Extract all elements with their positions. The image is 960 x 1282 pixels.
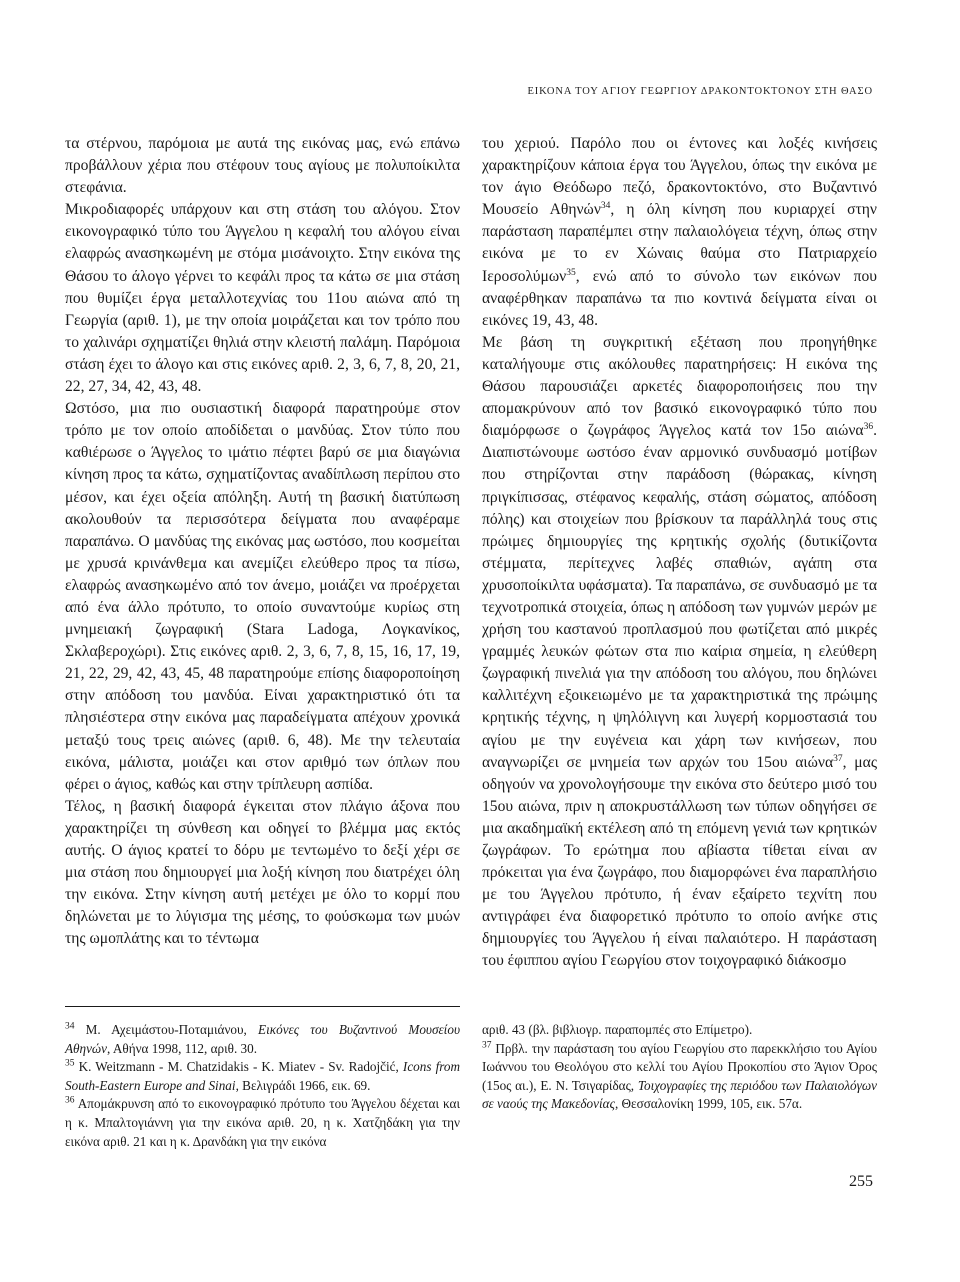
text-run: του χεριού. Παρόλο που οι έντονες και λοξές κινήσεις χαρακτηρίζουν κάποια έργα του Άγγελου, όπως την εικόνα με τον άγιο Θεόδωρο πεζό, δρακοντοκτόνο, στο Βυζαντινό Μουσείο Αθηνών bbox=[482, 135, 877, 219]
footnote-text: , Βελιγράδι 1966, εικ. 69. bbox=[235, 1077, 371, 1093]
paragraph: Ωστόσο, μια πιο ουσιαστική διαφορά παρατηρούμε στον τρόπο με τον οποίο αποδίδεται ο μανδύας. Στον τύπο που καθιέρωσε ο Άγγελος το ιμάτιο πέφτει βαρύ σε μια διαγώνια κίνηση προς τα κάτω, σχηματίζοντας αναδίπλωση περίπου στο μέσον, και έχει οξεία απόληξη. Αυτή τη βασική διατύπωση ακολουθούν τα περισσότερα δείγματα που αναφέραμε παραπάνω. Ο μανδύας της εικόνας μας ωστόσο, που κοσμείται με χρυσά κρινάνθεμα και ανεμίζει ελεύθερο προς τα πίσω, ελαφρώς ανασηκωμένο από τον άνεμο, μοιάζει να προέρχεται από ένα άλλο πρότυπο, το οποίο συναντούμε κυρίως στη μνημειακή ζωγραφική (Stara Ladoga, Λογκανίκος, Σκλαβεροχώρι). Στις εικόνες αριθ. 2, 3, 6, 7, 8, 15, 16, 17, 19, 21, 22, 29, 42, 43, 45, 48 παρατηρούμε επίσης διαφοροποίηση στην απόδοση του μανδύα. Είναι χαρακτηριστικό ότι τα πλησιέστερα στην εικόνα μας παραδείγματα απέχουν χρονικά μεταξύ τους τρεις αιώνες (αριθ. 6, 48). Με την τελευταία εικόνα, μάλιστα, μοιάζει και στον αριθμό των όπλων που φέρει ο άγιος, καθώς και στην τρίπλευρη ασπίδα. bbox=[65, 400, 460, 793]
page-number: 255 bbox=[849, 1173, 873, 1190]
footnotes-right bbox=[482, 1021, 877, 1114]
footnote-text: αριθ. 43 (βλ. βιβλιογρ. παραπομπές στο Επίμετρο). bbox=[482, 1022, 753, 1037]
footnote-ref: 36 bbox=[863, 422, 874, 433]
text-run: , ενώ από το σύνολο των εικόνων που αναφέρθηκαν παραπάνω τα πιο κοντινά δείγματα είναι οι εικόνες 19, 43, 48. bbox=[482, 267, 877, 329]
footnote-ref: 35 bbox=[566, 267, 576, 278]
footnote-ref: 37 bbox=[833, 753, 843, 764]
footnote-number: 34 bbox=[65, 1021, 75, 1032]
footnote-number: 36 bbox=[65, 1095, 75, 1106]
text-run: . Διαπιστώνουμε ωστόσο έναν αρμονικό συνδυασμό μοτίβων που στηρίζονται στην παράδοση (θώρακας, κίνηση πριγκίπισσας, στέφανος κεφαλής, στάση σώματος, απόδοση πόλης) και στοιχείων που βρίσκουν τα παράλληλά τους στις πρώιμες δημιουργίες της κρητικής σχολής (δυτικίζοντα στέμματα, περίτεχνες λαβές σπαθιών, αγάπη στα χρυσοποίκιλτα υφάσματα). Τα παραπάνω, σε συνδυασμό με τα τεχνοτροπικά στοιχεία, όπως η απόδοση των γυμνών μερών με χρήση του καστανού προπλασμού που φωτίζεται από μικρές γραμμές λευκών φώτων στα πιο καίρια σημεία, η ελεύθερη ζωγραφική πινελιά για την απόδοση του αλόγου, που δηλώνει καλλιτέχνη εξοικειωμένο με τα χαρακτηριστικά της πρώιμης κρητικής τέχνης, η ψηλόλιγνη και λυγερή κορμοστασιά του αγίου με την ευγένεια και χάρη των κινήσεων, που αναγνωρίζει σε μνημεία των αρχών του 15ου αιώνα bbox=[482, 422, 877, 771]
running-head: ΕΙΚΟΝΑ ΤΟΥ ΑΓΙΟΥ ΓΕΩΡΓΙΟΥ ΔΡΑΚΟΝΤΟΚΤΟΝΟΥ ΣΤΗ ΘΑΣΟ bbox=[527, 86, 873, 97]
paragraph: Τέλος, η βασική διαφορά έγκειται στον πλάγιο άξονα που χαρακτηρίζει τη σύνθεση και οδηγεί το βλέμμα μας εκτός αυτής. Ο άγιος κρατεί το δόρυ με τεντωμένο το δεξί χέρι σε μια στάση που δημιουργεί μια λοξή κίνηση που διατρέχει όλη την εικόνα. Στην κίνηση αυτή μετέχει με όλο το κορμί που δηλώνεται με το λύγισμα της μέσης, το φούσκωμα των μυών της ωμοπλάτης και το τέντωμα bbox=[65, 797, 460, 948]
footnote-ref: 34 bbox=[600, 201, 611, 212]
text-run: , η όλη κίνηση που κυριαρχεί στην παράσταση παραπέμπει στην παλαιολόγεια τέχνη, όπως στην εικόνα με το εν Χώναις θαύμα στο Πατριαρχείο Ιεροσολύμων bbox=[482, 201, 877, 285]
footnote bbox=[482, 1040, 877, 1114]
paragraph: τα στέρνου, παρόμοια με αυτά της εικόνας μας, ενώ επάνω προβάλλουν χέρια που στέφουν τους αγίους με πολυποίκιλτα στεφάνια. bbox=[65, 135, 460, 197]
footnote-text: Μ. Αχειμάστου-Ποταμιάνου, bbox=[74, 1022, 259, 1037]
left-column bbox=[65, 133, 460, 950]
footnote bbox=[65, 1058, 460, 1095]
paragraph: Μικροδιαφορές υπάρχουν και στη στάση του αλόγου. Στον εικονογραφικό τύπο του Άγγελου η κεφαλή του αλόγου είναι ελαφρώς ανασηκωμένη με στόμα μισάνοιχτο. Στην εικόνα της Θάσου το άλογο γέρνει το κεφάλι προς τα κάτω σε μια στάση που θυμίζει έργα μεταλλοτεχνίας του 11ου αιώνα από τη Γεωργία (αριθ. 1), με την οποία μοιράζεται και τον τρόπο που το χαλινάρι σχηματίζει θηλιά στην κλειστή παλάμη. Παρόμοια στάση έχει το άλογο και στις εικόνες αριθ. 2, 3, 6, 7, 8, 20, 21, 22, 27, 34, 42, 43, 48. bbox=[65, 201, 460, 396]
footnote-number: 35 bbox=[65, 1058, 75, 1069]
footnote-title: Icons from South-Eastern Europe and Sinai bbox=[65, 1059, 460, 1093]
paragraph bbox=[482, 332, 877, 973]
footnote-text: , Θεσσαλονίκη 1999, 105, εικ. 57α. bbox=[614, 1096, 803, 1112]
text-run: Με βάση τη συγκριτική εξέταση που προηγήθηκε καταλήγουμε στις ακόλουθες παρατηρήσεις: Η εικόνα της Θάσου παρουσιάζει αρκετές διαφοροποιήσεις που την απομακρύνουν από τον βασικό εικονογραφικό τύπο που διαμόρφωσε ο ζωγράφος Άγγελος κατά τον 15ο αιώνα bbox=[482, 333, 877, 440]
footnote-divider bbox=[65, 1006, 460, 1007]
footnote bbox=[65, 1095, 460, 1151]
right-column bbox=[482, 133, 877, 973]
footnote-text: , Αθήνα 1998, 112, αριθ. 30. bbox=[106, 1040, 258, 1056]
footnote-text: Απομάκρυνση από το εικονογραφικό πρότυπο του Άγγελου δέχεται και η κ. Μπαλτογιάννη για την εικόνα αριθ. 20, η κ. Χατζηδάκη για την εικόνα αριθ. 21 και η κ. Δρανδάκη για την εικόνα bbox=[65, 1096, 460, 1149]
text-run: , μας οδηγούν να χρονολογήσουμε την εικόνα στο δεύτερο μισό του 15ου αιώνα, πριν η αποκρυστάλλωση των τύπων οδηγήσει σε μια ακαδημαϊκή εκτέλεση από τη επόμενη γενιά των κρητικών ζωγράφων. Το ερώτημα που αβίαστα τίθεται είναι αν πρόκειται για ένα ζωγράφο, που διαμορφώνει ένα παραπλήσιο με του Άγγελου πρότυπο, ή έναν εξαίρετο τεχνίτη που αντιγράφει ένα διαφορετικό πρότυπο το οποίο ανήκε στις δημιουργίες του Άγγελου ή είναι παλαιότερο. Η παράσταση του έφιππου αγίου Γεωργίου στον τοιχογραφικό διάκοσμο bbox=[482, 753, 877, 970]
footnote-text: Πρβλ. την παράσταση του αγίου Γεωργίου στο παρεκκλήσιο του Αγίου Ιωάννου του Θεολόγου στο κελλί του Αγίου Προκοπίου στο Άγιον Όρος (15ος αι.), Ε. Ν. Τσιγαρίδας, bbox=[482, 1040, 877, 1093]
footnote-title: Εικόνες του Βυζαντινού Μουσείου Αθηνών bbox=[65, 1022, 460, 1056]
paragraph bbox=[482, 133, 877, 332]
footnote-title: Τοιχογραφίες της περιόδου των Παλαιολόγων σε ναούς της Μακεδονίας bbox=[482, 1077, 877, 1112]
footnote-number: 37 bbox=[482, 1040, 492, 1051]
footnote bbox=[65, 1021, 460, 1058]
footnote-continuation bbox=[482, 1021, 877, 1040]
footnote-text: K. Weitzmann - M. Chatzidakis - K. Miatev - Sv. Radojčić, bbox=[74, 1059, 403, 1075]
footnotes-left bbox=[65, 1021, 460, 1151]
